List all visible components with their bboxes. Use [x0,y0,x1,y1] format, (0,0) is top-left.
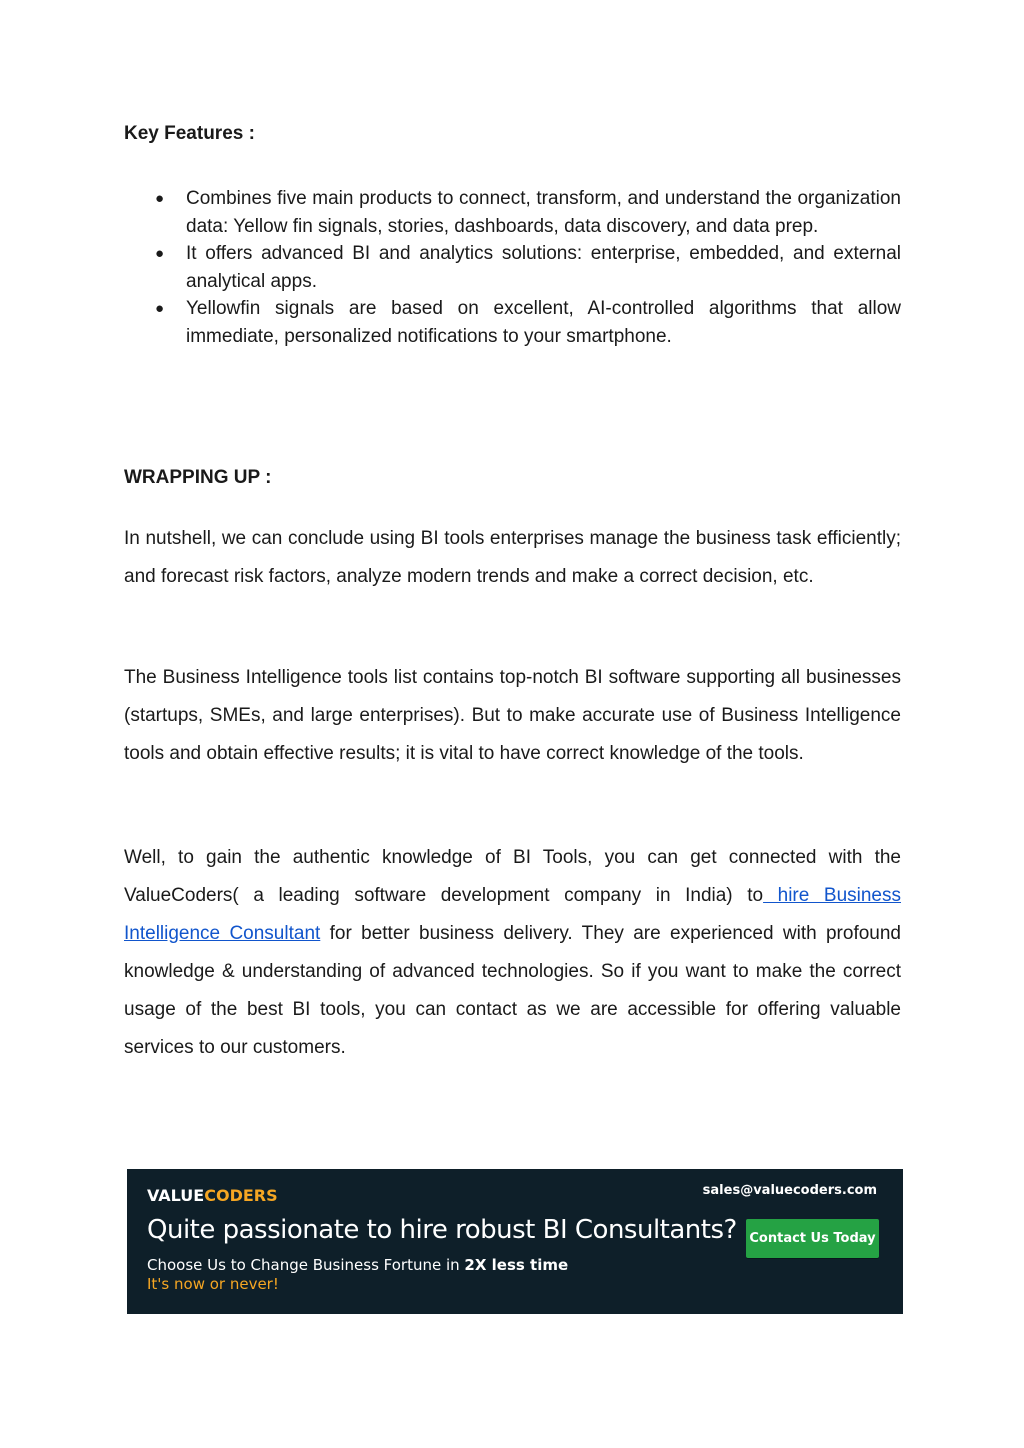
list-item [124,295,901,350]
list-item [124,185,901,240]
contact-paragraph-text-after: for better business delivery. They are experienced with profound knowledge & understanding of advanced technologies. So if you want to make the correct usage of the best BI tools, you can contact as we are accessible for offering valuable services to our customers. [124,923,901,1058]
valuecoders-ad-banner[interactable] [127,1169,903,1314]
wrapping-up-heading: WRAPPING UP : [124,467,272,488]
bullet-icon: ● [155,190,165,207]
contact-us-button[interactable]: Contact Us Today [746,1219,879,1258]
contact-paragraph-text-before: Well, to gain the authentic knowledge of BI Tools, you can get connected with the ValueCoders( a leading software development company in India) to [124,847,901,906]
sales-email[interactable]: sales@valuecoders.com [702,1183,877,1198]
bi-tools-paragraph: The Business Intelligence tools list contains top-notch BI software supporting all businesses (startups, SMEs, and large enterprises). But to make accurate use of Business Intelligence tools and obtain effective results; it is vital to have correct knowledge of the tools. [124,667,901,764]
banner-tagline: It's now or never! [147,1275,279,1293]
list-item [124,240,901,295]
logo-text-coders: CODERS [204,1186,278,1205]
key-features-list [124,185,901,350]
banner-subline [147,1256,568,1274]
logo-text-value: VALUE [147,1186,205,1205]
banner-subline-text: Choose Us to Change Business Fortune in [147,1256,465,1274]
bullet-icon: ● [155,245,165,262]
bullet-icon: ● [155,300,165,317]
valuecoders-logo [147,1186,278,1205]
key-features-heading: Key Features : [124,123,255,144]
list-item-text: Combines five main products to connect, transform, and understand the organization data: Yellow fin signals, stories, dashboards, data discovery, and data prep. [186,188,901,237]
hire-bi-consultant-link[interactable]: hire Business Intelligence Consultant [124,885,901,944]
banner-subline-emphasis: 2X less time [464,1256,569,1274]
list-item-text: It offers advanced BI and analytics solutions: enterprise, embedded, and external analytical apps. [186,243,901,292]
list-item-text: Yellowfin signals are based on excellent, AI-controlled algorithms that allow immediate, personalized notifications to your smartphone. [186,298,901,347]
banner-headline: Quite passionate to hire robust BI Consultants? [147,1215,737,1245]
contact-paragraph [124,839,901,1067]
conclusion-paragraph: In nutshell, we can conclude using BI tools enterprises manage the business task efficiently; and forecast risk factors, analyze modern trends and make a correct decision, etc. [124,528,901,587]
